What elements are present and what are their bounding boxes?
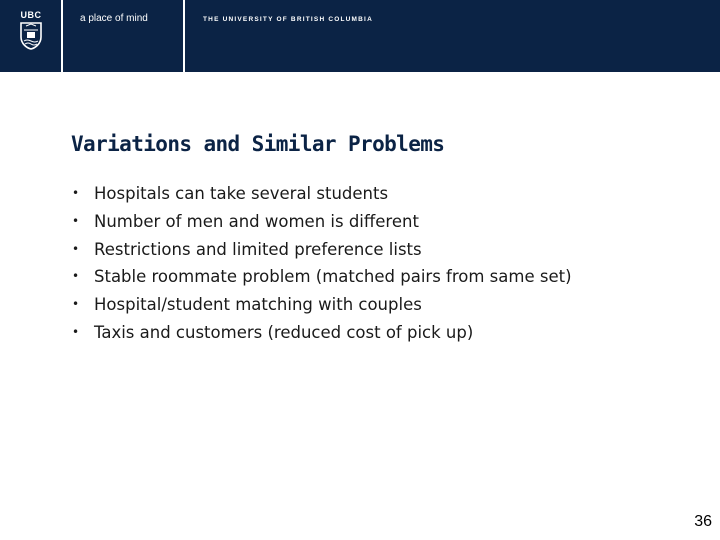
bullet-item [72,263,572,291]
bullet-item [72,180,572,208]
page-number: 36 [694,513,712,530]
bullet-item [72,208,572,236]
bullet-text: Stable roommate problem (matched pairs from same set) [94,267,572,287]
bullet-text: Hospitals can take several students [94,184,389,203]
bullet-dot-icon: • [72,324,80,339]
bullet-dot-icon: • [72,297,80,312]
university-name: THE UNIVERSITY OF BRITISH COLUMBIA [203,16,373,23]
header-divider-left [61,0,63,72]
ubc-logo-text: UBC [20,10,42,20]
bullet-text: Restrictions and limited preference lists [94,239,422,259]
bullet-item [72,319,572,347]
ubc-logo [16,10,46,50]
bullet-item [72,291,572,319]
header-banner [0,0,720,72]
crest-icon [19,22,43,50]
bullet-dot-icon: • [72,269,80,284]
bullet-dot-icon: • [72,213,80,228]
bullet-item [72,236,572,264]
bullet-text: Taxis and customers (reduced cost of pick up) [94,322,474,342]
bullet-dot-icon: • [72,186,80,200]
tagline: a place of mind [80,13,148,24]
bullet-text: Number of men and women is different [94,211,419,231]
bullet-dot-icon: • [72,241,80,256]
header-divider-right [183,0,185,72]
bullet-list [72,180,572,347]
slide-title: Variations and Similar Problems [71,132,445,156]
bullet-text: Hospital/student matching with couples [94,295,422,315]
